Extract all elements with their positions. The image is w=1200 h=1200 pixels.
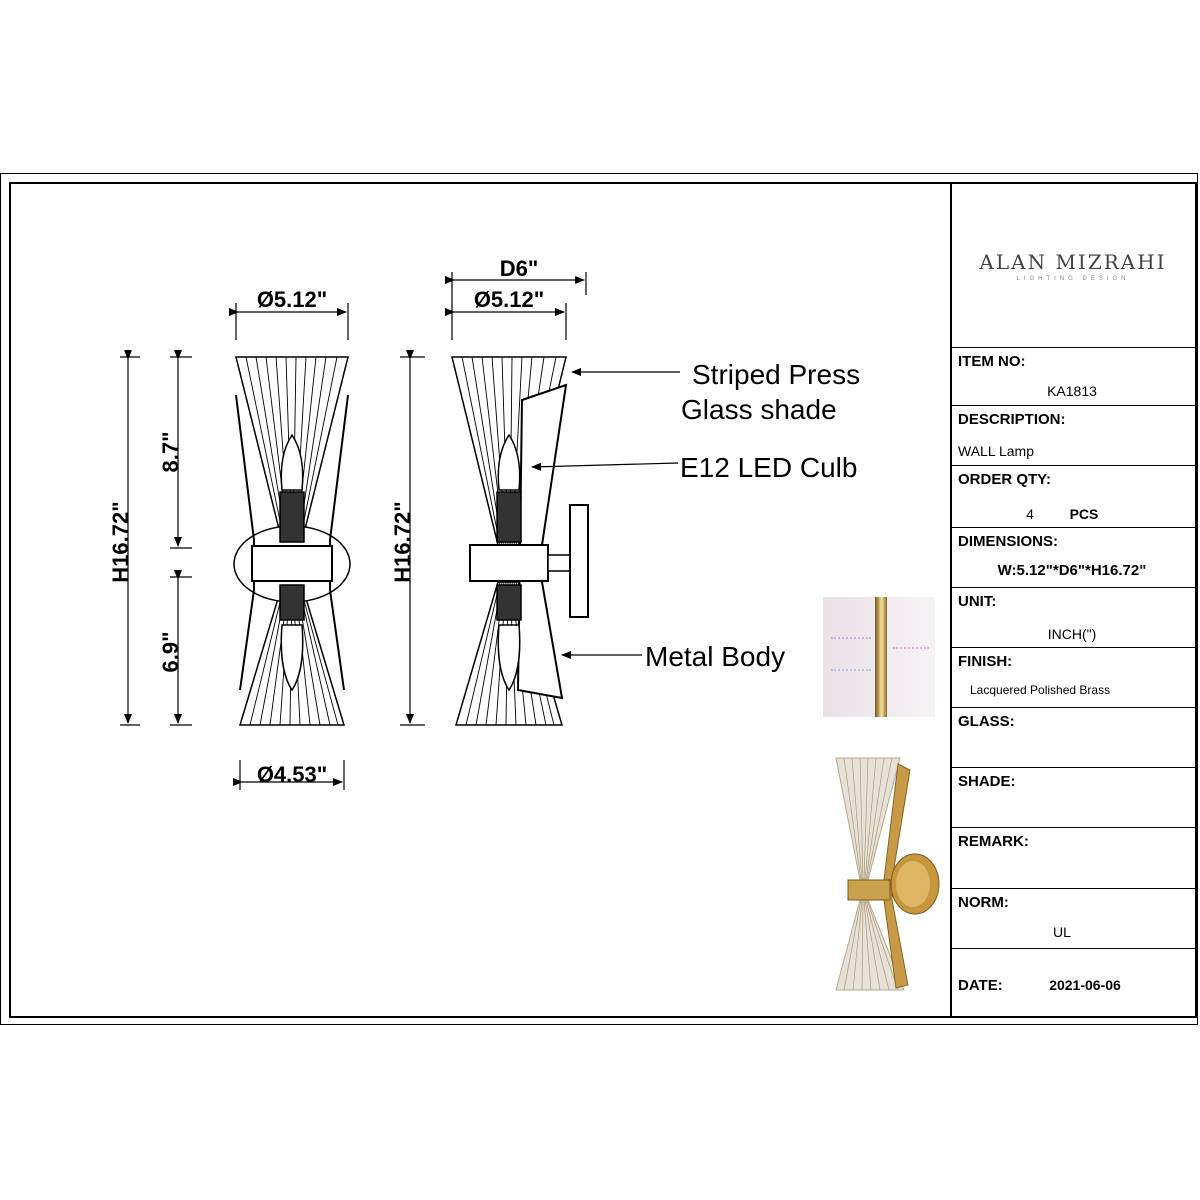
tb-row-finish [952,647,1198,707]
item-no-label: ITEM NO: [958,353,1026,370]
finish-photo-reflection [893,647,929,689]
finish-photo-brass-rod [875,597,887,717]
callout-body: Metal Body [645,641,786,672]
tb-row-remark [952,827,1198,888]
finish-value: Lacquered Polished Brass [970,683,1111,697]
title-block [950,184,1196,1016]
tb-row-norm [952,888,1198,948]
date-value: 2021-06-06 [1049,977,1121,993]
description-value: WALL Lamp [958,443,1034,459]
shade-label: SHADE: [958,773,1016,790]
front-view [234,357,350,725]
front-height-label: H16.72" [108,501,133,583]
tb-row-date [952,948,1198,1016]
dimensions-value: W:5.12"*D6"*H16.72" [997,562,1147,579]
dimensions-label: DIMENSIONS: [958,533,1059,550]
callout-bulb: E12 LED Culb [680,452,858,483]
front-upper-height-label: 8.7" [158,431,183,473]
description-label: DESCRIPTION: [958,411,1066,428]
finish-label: FINISH: [958,653,1013,670]
norm-label: NORM: [958,894,1009,911]
finish-photo-reflection [831,637,871,671]
tb-row-description [952,405,1198,465]
brand-logo: ALAN MIZRAHI [979,250,1167,274]
order-qty-value: 4 [1026,506,1034,522]
item-no-value: KA1813 [1047,383,1097,399]
tb-row-order-qty [952,465,1198,527]
tb-row-dimensions [952,527,1198,587]
finish-photo [823,597,935,717]
date-label: DATE: [958,977,1003,994]
brand-tagline: LIGHTING DESIGN [1016,276,1130,282]
order-qty-unit: PCS [1069,506,1099,522]
order-qty-label: ORDER QTY: [958,471,1052,488]
callout-shade-line1: Striped Press [692,359,861,390]
front-lower-height-label: 6.9" [158,631,183,673]
side-height-label: H16.72" [390,501,415,583]
tb-row-glass [952,707,1198,767]
front-bottom-diameter-label: Ø4.53" [256,762,328,787]
side-depth-label: D6" [499,256,539,281]
side-top-diameter-label: Ø5.12" [473,287,545,312]
front-top-diameter-label: Ø5.12" [256,287,328,312]
glass-label: GLASS: [958,713,1015,730]
unit-value: INCH(") [1047,626,1097,642]
remark-label: REMARK: [958,833,1029,850]
side-view [452,357,588,725]
norm-value: UL [1053,924,1071,940]
tb-row-shade [952,767,1198,827]
product-photo [836,758,939,990]
callout-shade-line2: Glass shade [681,394,837,425]
tb-row-item-no [952,347,1198,405]
tb-row-unit [952,587,1198,647]
unit-label: UNIT: [958,593,997,610]
